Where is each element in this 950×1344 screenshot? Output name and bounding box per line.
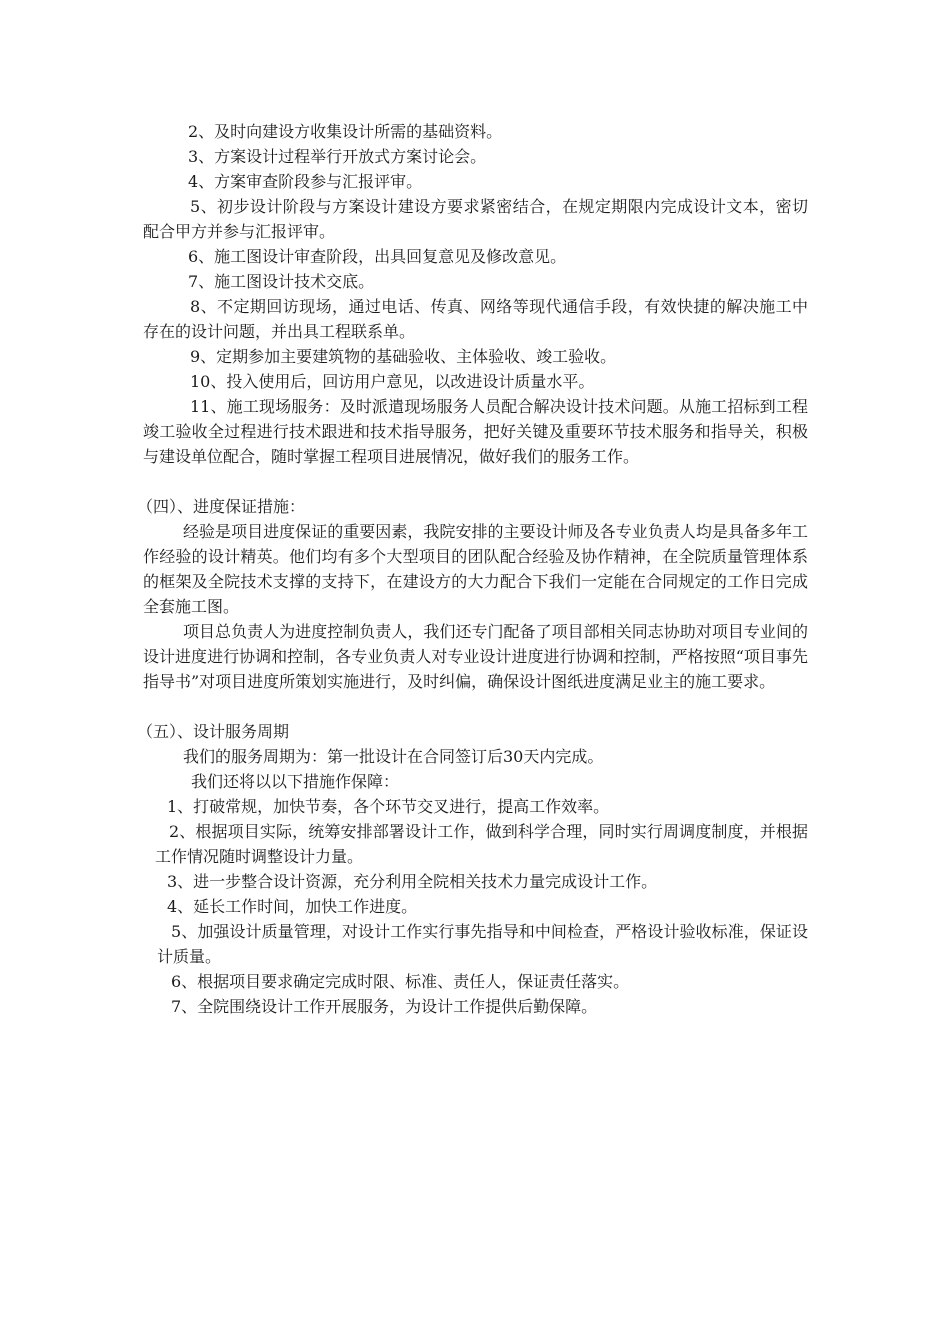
list-item: 4、延长工作时间，加快工作进度。 [167, 897, 418, 916]
section-heading-progress: （四）、进度保证措施： [137, 497, 306, 516]
list-item: 10、投入使用后，回访用户意见，以改进设计质量水平。 [190, 372, 595, 391]
list-item: 11、施工现场服务：及时派遣现场服务人员配合解决设计技术问题。从施工招标到工程竣工验收全过程进行技术跟进和技术指导服务，把好关键及重要环节技术服务和指导关，积极与建设单位配合，随时掌握工程项目进展情况，做好我们的服务工作。 [143, 397, 808, 466]
list-item: 1、打破常规，加快节奏，各个环节交叉进行，提高工作效率。 [167, 797, 610, 816]
list-item: 7、全院围绕设计工作开展服务，为设计工作提供后勤保障。 [171, 997, 598, 1016]
section-heading-period: （五）、设计服务周期 [137, 722, 290, 741]
list-item: 4、方案审查阶段参与汇报评审。 [188, 172, 423, 191]
list-item: 2、根据项目实际，统筹安排部署设计工作，做到科学合理，同时实行周调度制度，并根据工作情况随时调整设计力量。 [155, 822, 808, 866]
paragraph: 经验是项目进度保证的重要因素，我院安排的主要设计师及各专业负责人均是具备多年工作经验的设计精英。他们均有多个大型项目的团队配合经验及协作精神，在全院质量管理体系的框架及全院技术支撑的支持下，在建设方的大力配合下我们一定能在合同规定的工作日完成全套施工图。 [143, 522, 808, 616]
measures-intro: 我们还将以以下措施作保障： [191, 772, 400, 791]
list-item: 5、加强设计质量管理，对设计工作实行事先指导和中间检查，严格设计验收标准，保证设计质量。 [157, 922, 808, 966]
list-item: 9、定期参加主要建筑物的基础验收、主体验收、竣工验收。 [190, 347, 617, 366]
list-item: 2、及时向建设方收集设计所需的基础资料。 [188, 122, 503, 141]
list-item: 8、不定期回访现场，通过电话、传真、网络等现代通信手段，有效快捷的解决施工中存在的设计问题，并出具工程联系单。 [143, 297, 808, 341]
list-item: 6、根据项目要求确定完成时限、标准、责任人，保证责任落实。 [171, 972, 630, 991]
paragraph: 项目总负责人为进度控制负责人，我们还专门配备了项目部相关同志协助对项目专业间的设计进度进行协调和控制，各专业负责人对专业设计进度进行协调和控制，严格按照“项目事先指导书”对项目进度所策划实施进行，及时纠偏，确保设计图纸进度满足业主的施工要求。 [143, 622, 808, 691]
list-item: 3、方案设计过程举行开放式方案讨论会。 [188, 147, 487, 166]
service-period-text: 我们的服务周期为：第一批设计在合同签订后30天内完成。 [183, 747, 604, 766]
document-body [137, 119, 808, 1019]
list-item: 3、进一步整合设计资源，充分利用全院相关技术力量完成设计工作。 [167, 872, 658, 891]
list-item: 6、施工图设计审查阶段，出具回复意见及修改意见。 [188, 247, 567, 266]
list-item: 7、施工图设计技术交底。 [188, 272, 375, 291]
list-item: 5、初步设计阶段与方案设计建设方要求紧密结合，在规定期限内完成设计文本，密切配合甲方并参与汇报评审。 [143, 197, 808, 241]
